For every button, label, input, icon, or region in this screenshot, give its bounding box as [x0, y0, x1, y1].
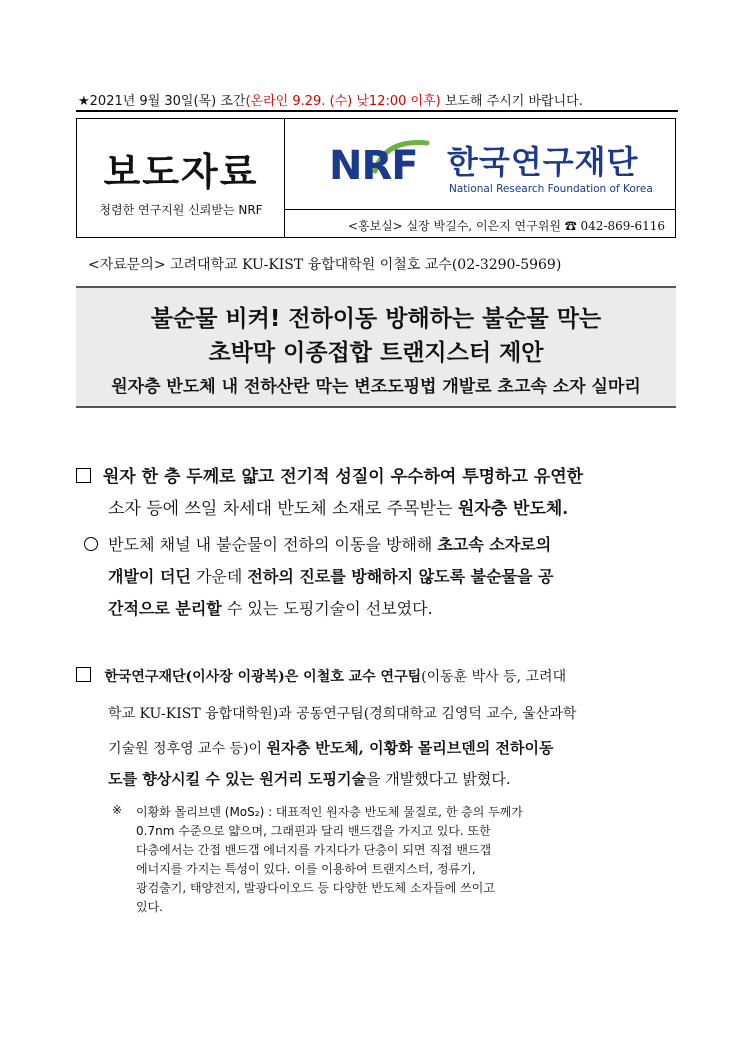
org-name-ko: 한국연구재단 [447, 143, 639, 181]
org-name-en: National Research Foundation of Korea [449, 183, 653, 195]
note-line6: 있다. [136, 900, 163, 914]
p2-line1a: 반도체 채널 내 불순물이 전하의 이동을 방해해 [108, 535, 438, 554]
org-cell [285, 119, 675, 237]
nrf-logo-text: NRF [329, 143, 418, 189]
p3-line1c: (이동훈 박사 등, 고려대 [421, 669, 567, 685]
note-line2: 0.7nm 수준으로 얇으며, 그래핀과 달리 밴드갭을 가지고 있다. 또한 [136, 824, 491, 838]
paragraph-2-cont2 [108, 596, 433, 619]
contact-row [285, 209, 675, 239]
paragraph-1 [76, 462, 583, 487]
p3-line1b: 이철호 교수 연구팀 [303, 669, 422, 685]
headline-subtitle: 원자층 반도체 내 전하산란 막는 변조도핑법 개발로 초고속 소자 실마리 [111, 377, 641, 397]
p3-line2: 학교 KU-KIST 융합대학원)과 공동연구팀(경희대학교 김영덕 교수, 울산과학 [108, 706, 577, 722]
paragraph-3 [76, 666, 566, 686]
p2-line1b: 초고속 소자로의 [437, 535, 552, 554]
paragraph-2 [84, 532, 551, 555]
paragraph-3-cont3 [108, 737, 553, 758]
p3-line3b: 원자층 반도체, 이황화 몰리브덴의 전하이동 [266, 739, 554, 757]
paragraph-1-cont [108, 494, 568, 519]
press-header [76, 118, 676, 238]
square-bullet-icon [76, 667, 91, 682]
p1-line1: 원자 한 층 두께로 얇고 전기적 성질이 우수하여 투명하고 유연한 [102, 467, 584, 487]
note-line3: 다층에서는 간접 밴드갭 에너지를 가지다가 단층이 되면 직접 밴드갭 [136, 843, 492, 857]
p1-line2b: 원자층 반도체. [457, 499, 569, 519]
pr-contact: <홍보실> 실장 박길수, 이은지 연구위원 ☎ 042-869-6116 [347, 219, 665, 233]
p2-line2c: 전하의 진로를 방해하지 않도록 불순물을 공 [247, 567, 554, 586]
p2-line3b: 수 있는 도핑기술이 선보였다. [221, 599, 433, 618]
p3-line1a: 한국연구재단(이사장 이광복)은 [104, 669, 304, 685]
note-mark: ※ [112, 803, 123, 817]
press-title-cell [77, 119, 285, 237]
inquiry-contact: <자료문의> 고려대학교 KU-KIST 융합대학원 이철호 교수(02-3290-5969) [88, 257, 562, 273]
p3-line4b: 을 개발했다고 밝혔다. [365, 770, 511, 788]
paragraph-2-cont [108, 564, 553, 587]
embargo-prefix: ★2021년 9월 30일(목) 조간 [78, 94, 246, 109]
slogan: 청렴한 연구지원 신뢰받는 NRF [99, 203, 263, 217]
headline-line1: 불순물 비켜! 전하이동 방해하는 불순물 막는 [150, 306, 602, 332]
headline-box [76, 286, 676, 408]
note-line1: 이황화 몰리브덴 (MoS₂) : 대표적인 원자층 반도체 물질로, 한 층의 두께가 [136, 805, 523, 819]
embargo-notice [78, 90, 583, 109]
press-title: 보도자료 [103, 150, 259, 194]
embargo-online-time: (온라인 9.29. (수) 낮12:00 이후) [245, 94, 441, 109]
nrf-logo [329, 129, 659, 207]
p2-line2b: 가운데 [190, 567, 248, 586]
p3-line3a: 기술원 정후영 교수 등)이 [108, 741, 267, 757]
divider [76, 110, 678, 112]
p1-line2a: 소자 등에 쓰일 차세대 반도체 소재로 주목받는 [108, 499, 458, 519]
p2-line3a: 간적으로 분리할 [108, 599, 222, 618]
paragraph-3-cont4 [108, 768, 511, 789]
square-bullet-icon [76, 468, 91, 483]
embargo-suffix: 보도해 주시기 바랍니다. [440, 94, 583, 109]
note-line5: 광검출기, 태양전지, 발광다이오드 등 다양한 반도체 소자들에 쓰이고 [136, 881, 495, 895]
p3-line4a: 도를 향상시킬 수 있는 원거리 도핑기술 [108, 770, 366, 788]
circle-bullet-icon [84, 537, 98, 551]
note-line4: 에너지를 가지는 특성이 있다. 이를 이용하여 트랜지스터, 정류기, [136, 862, 476, 876]
headline-line2: 초박막 이종접합 트랜지스터 제안 [208, 340, 544, 366]
p2-line2a: 개발이 더딘 [108, 567, 191, 586]
